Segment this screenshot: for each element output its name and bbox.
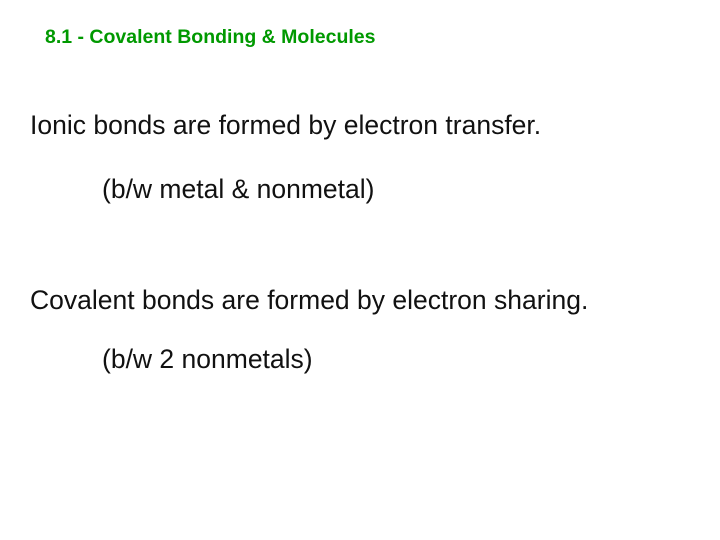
- covalent-statement-rest: valent bonds are formed by electron sharing.: [63, 285, 589, 315]
- ionic-prefix: Ion: [30, 110, 67, 140]
- slide-title: 8.1 - Covalent Bonding & Molecules: [45, 26, 376, 48]
- covalent-bond-note: (b/w 2 nonmetals): [102, 344, 313, 374]
- covalent-bond-statement: [30, 285, 588, 316]
- ionic-bond-statement: [30, 110, 541, 141]
- covalent-prefix: Co: [30, 285, 64, 315]
- ionic-bond-note: (b/w metal & nonmetal): [102, 174, 375, 204]
- ionic-statement-rest: ic bonds are formed by electron transfer.: [66, 110, 542, 140]
